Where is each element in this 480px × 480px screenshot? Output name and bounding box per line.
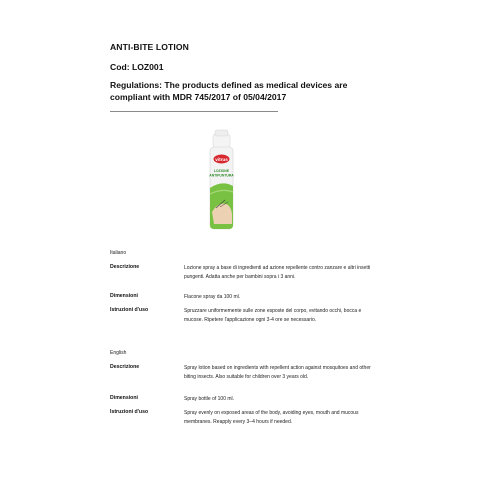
regulations-text: Regulations: The products defined as medical devices are compliant with MDR 745/2017 of 05/04/2017 (110, 80, 348, 102)
spec-value: Lozione spray a base di ingredienti ad azione repellente contro zanzare e altri insetti pungenti. Adatta anche per bambini sopra i 3 anni. (184, 265, 371, 280)
brand-logo-text: vitrus (215, 156, 228, 162)
spec-key: Descrizione (110, 264, 140, 270)
section-language-english: English (110, 350, 127, 356)
spec-key: Descrizione (110, 364, 140, 370)
product-code: Cod: LOZ001 (110, 62, 164, 72)
spec-key: Dimensioni (110, 293, 138, 299)
label-line-1: LOZIONE (213, 169, 230, 173)
label-line-2: ANTIPUNTURA (209, 173, 234, 178)
spec-value: Spray bottle of 100 ml. (184, 396, 235, 402)
spec-key: Istruzioni d'uso (110, 307, 149, 313)
spec-value: Spray evenly on exposed areas of the body, avoiding eyes, mouth and mucous membranes. Reapply every 3–4 hours if needed. (184, 410, 359, 425)
product-title: ANTI-BITE LOTION (110, 42, 189, 52)
divider-line (110, 111, 278, 112)
spec-value: Flacone spray da 100 ml. (184, 294, 241, 300)
spec-value: Spray lotion based on ingredients with repellent action against mosquitoes and other biting insects. Also suitable for children over 3 years old. (184, 365, 371, 380)
section-language-italian: Italiano (110, 250, 127, 256)
spec-key: Istruzioni d'uso (110, 409, 149, 415)
product-bottle-image (198, 128, 246, 234)
spec-key: Dimensioni (110, 395, 138, 401)
spec-value: Spruzzare uniformemente sulle zone esposte del corpo, evitando occhi, bocca e mucose. Ripetere l'applicazione ogni 3-4 ore se necessario. (184, 308, 362, 323)
